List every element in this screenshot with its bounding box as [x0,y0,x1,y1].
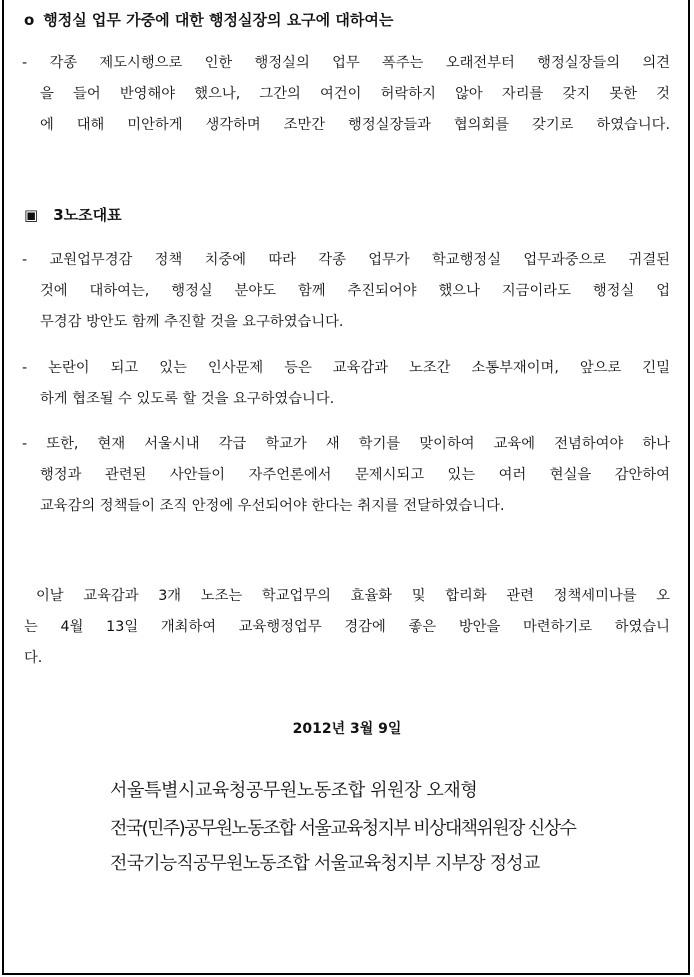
text-line: - 교원업무경감 정책 치중에 따라 각종 업무가 학교행정실 업무과중으로 귀결된 [22,252,670,268]
document-date: 2012년 3월 9일 [292,721,402,737]
section1-title: 행정실 업무 가중에 대한 행정실장의 요구에 대하여는 [43,11,394,29]
section2-heading [24,204,122,225]
signature-line-3: 전국기능직공무원노동조합 서울교육청지부 지부장 정성교 [110,853,540,874]
text-line: 교육감의 정책들이 조직 안정에 우선되어야 한다는 취지를 전달하였습니다. [40,498,505,514]
text-line: 행정과 관련된 사안들이 자주언론에서 문제시되고 있는 여러 현실을 감안하여 [40,467,670,483]
text-line: 는 4월 13일 개최하여 교육행정업무 경감에 좋은 방안을 마련하기로 하였습니 [24,619,670,635]
signature-line-2: 전국(민주)공무원노동조합 서울교육청지부 비상대책위원장 신상수 [110,818,576,839]
signature-line-1: 서울특별시교육청공무원노동조합 위원장 오재형 [110,780,478,801]
text-line: 이날 교육감과 3개 노조는 학교업무의 효율화 및 합리화 관련 정책세미나를 오 [36,588,670,604]
circle-bullet-icon: o [24,11,35,29]
square-bullet-icon: ▣ [24,206,39,224]
section2-item-2 [22,353,670,415]
text-line: - 각종 제도시행으로 인한 행정실의 업무 폭주는 오래전부터 행정실장들의 의견 [22,55,670,71]
section2-item-1 [22,245,670,338]
section2-title: 3노조대표 [53,206,122,224]
text-line: 에 대해 미안하게 생각하며 조만간 행정실장들과 협의회를 갖기로 하였습니다. [40,117,670,133]
text-line: 무경감 방안도 함께 추진할 것을 요구하였습니다. [40,314,344,330]
text-line: 다. [24,650,43,666]
closing-paragraph [24,581,670,674]
section2-item-3 [22,429,670,522]
section1-item-1 [22,48,670,141]
text-line: - 논란이 되고 있는 인사문제 등은 교육감과 노조간 소통부재이며, 앞으로 긴밀 [22,360,670,376]
text-line: 을 들어 반영해야 했으나, 그간의 여건이 허락하지 않아 자리를 갖지 못한 것 [40,86,670,102]
text-line: 하게 협조될 수 있도록 할 것을 요구하였습니다. [40,391,335,407]
text-line: 것에 대하여는, 행정실 분야도 함께 추진되어야 했으나 지금이라도 행정실 업 [40,283,670,299]
section1-heading [24,9,393,30]
text-line: - 또한, 현재 서울시내 각급 학교가 새 학기를 맞이하여 교육에 전념하여야 하나 [22,436,670,452]
